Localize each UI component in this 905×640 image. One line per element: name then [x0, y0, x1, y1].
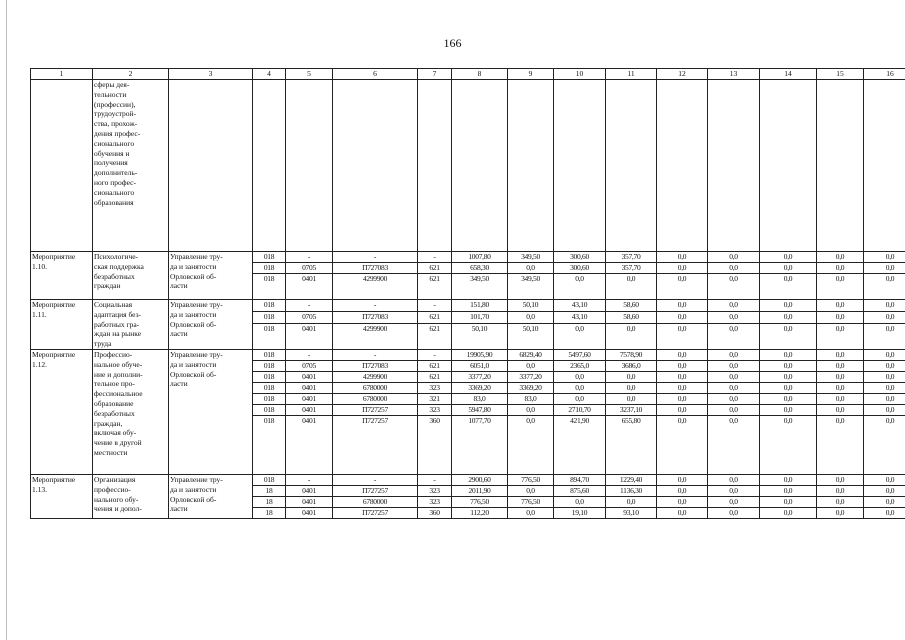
value-cell: 018 — [253, 274, 286, 300]
value-cell: 0,0 — [657, 371, 708, 382]
value-cell: 4299900 — [333, 323, 418, 349]
value-cell: 621 — [418, 360, 452, 371]
value-cell: 360 — [418, 415, 452, 474]
value-cell: 323 — [418, 496, 452, 507]
value-cell: 0,0 — [864, 323, 905, 349]
column-number-header: 14 — [760, 69, 817, 80]
value-cell: 0,0 — [864, 274, 905, 300]
value-cell: 018 — [253, 252, 286, 263]
value-cell: 0,0 — [760, 300, 817, 312]
value-cell: П727257 — [333, 415, 418, 474]
value-cell: 0,0 — [657, 311, 708, 323]
value-cell: 0705 — [286, 360, 333, 371]
value-cell: П727257 — [333, 507, 418, 518]
value-cell: - — [418, 349, 452, 360]
value-cell: 0,0 — [708, 393, 760, 404]
value-cell: 323 — [418, 382, 452, 393]
value-cell: 1007,80 — [452, 252, 508, 263]
value-cell: 0,0 — [864, 393, 905, 404]
value-cell: 0,0 — [760, 349, 817, 360]
value-cell: 0,0 — [864, 507, 905, 518]
value-cell: 0,0 — [817, 404, 864, 415]
value-cell: 0,0 — [606, 371, 657, 382]
description-cell: Психологиче- ская поддержка безработных граждан — [93, 252, 169, 300]
value-cell: 1077,70 — [452, 415, 508, 474]
value-cell: 0,0 — [817, 360, 864, 371]
value-cell: 0,0 — [708, 382, 760, 393]
value-cell: 6780000 — [333, 382, 418, 393]
value-cell: 0,0 — [817, 382, 864, 393]
value-cell: 0,0 — [864, 360, 905, 371]
value-cell: 18 — [253, 485, 286, 496]
value-cell: П727257 — [333, 404, 418, 415]
value-cell: - — [333, 474, 418, 485]
value-cell: 7578,90 — [606, 349, 657, 360]
value-cell: 50,10 — [452, 323, 508, 349]
value-cell: 0401 — [286, 485, 333, 496]
value-cell: П727083 — [333, 360, 418, 371]
value-cell: 018 — [253, 404, 286, 415]
value-cell: 0,0 — [657, 485, 708, 496]
value-cell: 0401 — [286, 507, 333, 518]
value-cell: 0,0 — [817, 393, 864, 404]
value-cell: 357,70 — [606, 263, 657, 274]
value-cell: 0,0 — [554, 393, 606, 404]
value-cell: 018 — [253, 300, 286, 312]
value-cell: 0,0 — [606, 393, 657, 404]
value-cell: 0,0 — [657, 349, 708, 360]
value-cell: 6829,40 — [508, 349, 554, 360]
value-cell: 0,0 — [508, 360, 554, 371]
value-cell: 0,0 — [760, 360, 817, 371]
value-cell: 101,70 — [452, 311, 508, 323]
value-cell: 112,20 — [452, 507, 508, 518]
value-cell: 621 — [418, 311, 452, 323]
value-cell: 349,50 — [452, 274, 508, 300]
value-cell: 018 — [253, 415, 286, 474]
value-cell: 621 — [418, 274, 452, 300]
value-cell: 360 — [418, 507, 452, 518]
column-number-header: 3 — [169, 69, 253, 80]
event-cell: Мероприятие 1.10. — [31, 252, 93, 300]
value-cell: 357,70 — [606, 252, 657, 263]
value-cell: 0401 — [286, 323, 333, 349]
value-cell: 0,0 — [657, 300, 708, 312]
value-cell: 018 — [253, 349, 286, 360]
value-cell: 018 — [253, 263, 286, 274]
value-cell: 0,0 — [760, 311, 817, 323]
column-number-header: 1 — [31, 69, 93, 80]
value-cell: 43,10 — [554, 311, 606, 323]
value-cell: - — [333, 349, 418, 360]
value-cell: 0,0 — [554, 496, 606, 507]
continuation-row — [31, 80, 905, 252]
value-cell: 6780000 — [333, 496, 418, 507]
column-number-header: 6 — [333, 69, 418, 80]
executor-cell: Управление тру- да и занятости Орловской об- ласти — [169, 300, 253, 350]
value-cell: 018 — [253, 474, 286, 485]
value-cell: 0,0 — [760, 263, 817, 274]
value-cell: 0,0 — [817, 349, 864, 360]
value-cell: - — [333, 252, 418, 263]
value-cell: 2011,90 — [452, 485, 508, 496]
value-cell: 0,0 — [708, 323, 760, 349]
value-cell: - — [286, 349, 333, 360]
event-cell: Мероприятие 1.12. — [31, 349, 93, 474]
value-cell: 300,60 — [554, 252, 606, 263]
value-cell: 621 — [418, 263, 452, 274]
value-cell: 0,0 — [708, 252, 760, 263]
value-cell: - — [286, 474, 333, 485]
value-cell: 0,0 — [817, 263, 864, 274]
column-number-header: 15 — [817, 69, 864, 80]
value-cell: 5947,80 — [452, 404, 508, 415]
value-cell: 1136,30 — [606, 485, 657, 496]
page-edge-line — [6, 0, 7, 640]
value-cell: 300,60 — [554, 263, 606, 274]
value-cell: 0,0 — [760, 496, 817, 507]
value-cell: 776,50 — [452, 496, 508, 507]
value-cell: 0,0 — [864, 311, 905, 323]
value-cell: 0,0 — [657, 252, 708, 263]
value-cell: 0,0 — [864, 382, 905, 393]
value-cell: 323 — [418, 404, 452, 415]
value-cell: П727083 — [333, 263, 418, 274]
description-cell: Организация профессио- нального обу- чения и допол- — [93, 474, 169, 518]
value-cell: 0,0 — [864, 485, 905, 496]
value-cell: 018 — [253, 323, 286, 349]
column-number-header: 4 — [253, 69, 286, 80]
value-cell: 0,0 — [864, 300, 905, 312]
value-cell: 0,0 — [508, 485, 554, 496]
value-cell: - — [286, 252, 333, 263]
table-row — [31, 252, 905, 263]
value-cell: 0,0 — [760, 507, 817, 518]
value-cell: 621 — [418, 323, 452, 349]
column-number-header: 9 — [508, 69, 554, 80]
value-cell: 0705 — [286, 311, 333, 323]
page-number: 166 — [443, 36, 462, 50]
executor-cell: Управление тру- да и занятости Орловской об- ласти — [169, 349, 253, 474]
description-cell: Социальная адаптация без- работных гра- ждан на рынке труда — [93, 300, 169, 350]
event-cell — [31, 80, 93, 252]
value-cell: 0,0 — [606, 323, 657, 349]
column-number-row — [31, 69, 905, 80]
value-cell: 0,0 — [817, 300, 864, 312]
value-cell: 0,0 — [760, 274, 817, 300]
value-cell: 421,90 — [554, 415, 606, 474]
value-cell: 0,0 — [760, 415, 817, 474]
value-cell: 0,0 — [817, 485, 864, 496]
value-cell: 0,0 — [508, 415, 554, 474]
value-cell: 0,0 — [760, 371, 817, 382]
column-number-header: 7 — [418, 69, 452, 80]
value-cell: 018 — [253, 360, 286, 371]
value-cell: 43,10 — [554, 300, 606, 312]
column-number-header: 13 — [708, 69, 760, 80]
value-cell: 0401 — [286, 404, 333, 415]
value-cell: 83,0 — [452, 393, 508, 404]
description-cell: сферы дея- тельности (профессии), трудоустрой- ства, прохож- дения профес- сионального обучения и получения дополнитель- ного профес- сионального образования — [93, 80, 169, 252]
value-cell: 3686,0 — [606, 360, 657, 371]
value-cell: 0,0 — [817, 496, 864, 507]
value-cell: 349,50 — [508, 252, 554, 263]
value-cell: 0401 — [286, 496, 333, 507]
value-cell: 0,0 — [657, 360, 708, 371]
value-cell: 0,0 — [708, 474, 760, 485]
value-cell: 6051,0 — [452, 360, 508, 371]
value-cell: 349,50 — [508, 274, 554, 300]
value-cell: - — [333, 300, 418, 312]
column-number-header: 8 — [452, 69, 508, 80]
value-cell: 3377,20 — [508, 371, 554, 382]
value-cell: 18 — [253, 496, 286, 507]
value-cell: 0,0 — [657, 474, 708, 485]
budget-table — [30, 68, 905, 519]
value-cell: 0,0 — [708, 507, 760, 518]
value-cell: 658,30 — [452, 263, 508, 274]
value-cell: - — [418, 300, 452, 312]
value-cell: 3369,20 — [452, 382, 508, 393]
value-cell: 5497,60 — [554, 349, 606, 360]
value-cell: 0,0 — [657, 274, 708, 300]
value-cell: 0401 — [286, 371, 333, 382]
value-cell: 0,0 — [657, 496, 708, 507]
value-cell: 0,0 — [864, 404, 905, 415]
value-cell: 0,0 — [864, 415, 905, 474]
value-cell: 0,0 — [554, 323, 606, 349]
value-cell: 018 — [253, 393, 286, 404]
column-number-header: 16 — [864, 69, 905, 80]
value-cell: 0,0 — [817, 415, 864, 474]
value-cell: 0,0 — [817, 507, 864, 518]
value-cell: 0,0 — [817, 252, 864, 263]
column-number-header: 2 — [93, 69, 169, 80]
value-cell: 0,0 — [817, 311, 864, 323]
value-cell: 4299900 — [333, 371, 418, 382]
column-number-header: 12 — [657, 69, 708, 80]
value-cell: 0,0 — [606, 382, 657, 393]
value-cell: 2900,60 — [452, 474, 508, 485]
value-cell: 0,0 — [864, 252, 905, 263]
value-cell: 1229,40 — [606, 474, 657, 485]
value-cell: 0,0 — [760, 382, 817, 393]
value-cell: 776,50 — [508, 474, 554, 485]
value-cell: 0,0 — [817, 474, 864, 485]
value-cell: 0,0 — [864, 263, 905, 274]
value-cell: 0401 — [286, 393, 333, 404]
value-cell: - — [286, 300, 333, 312]
value-cell: 0,0 — [864, 371, 905, 382]
executor-cell: Управление тру- да и занятости Орловской об- ласти — [169, 474, 253, 518]
value-cell: 0,0 — [657, 507, 708, 518]
value-cell: 0,0 — [817, 274, 864, 300]
value-cell: 4299900 — [333, 274, 418, 300]
value-cell: 0401 — [286, 274, 333, 300]
value-cell: 321 — [418, 393, 452, 404]
value-cell: 0,0 — [760, 323, 817, 349]
value-cell: 0,0 — [508, 404, 554, 415]
value-cell: 018 — [253, 371, 286, 382]
value-cell: 19905,90 — [452, 349, 508, 360]
table-body — [31, 80, 905, 519]
value-cell: 0,0 — [554, 274, 606, 300]
value-cell: 0,0 — [708, 371, 760, 382]
value-cell: 776,50 — [508, 496, 554, 507]
value-cell: 2710,70 — [554, 404, 606, 415]
value-cell: 0,0 — [760, 393, 817, 404]
value-cell: 19,10 — [554, 507, 606, 518]
value-cell: 018 — [253, 311, 286, 323]
column-number-header: 10 — [554, 69, 606, 80]
value-cell: 3237,10 — [606, 404, 657, 415]
value-cell: 0,0 — [708, 263, 760, 274]
value-cell: 0,0 — [606, 274, 657, 300]
value-cell: 0,0 — [760, 485, 817, 496]
value-cell: 83,0 — [508, 393, 554, 404]
value-cell: 0,0 — [708, 274, 760, 300]
event-cell: Мероприятие 1.13. — [31, 474, 93, 518]
value-cell: 0,0 — [657, 415, 708, 474]
column-number-header: 11 — [606, 69, 657, 80]
value-cell: 0,0 — [508, 507, 554, 518]
value-cell: 0,0 — [760, 404, 817, 415]
value-cell: 50,10 — [508, 300, 554, 312]
value-cell: 3377,20 — [452, 371, 508, 382]
value-cell: 0,0 — [708, 300, 760, 312]
value-cell: 0,0 — [657, 263, 708, 274]
value-cell: 3369,20 — [508, 382, 554, 393]
value-cell: 0,0 — [657, 323, 708, 349]
value-cell: 621 — [418, 371, 452, 382]
description-cell: Профессио- нальное обуче- ние и дополни- тельное про- фессиональное образование безработных граждан, включая обу- чение в другой местности — [93, 349, 169, 474]
value-cell: 0,0 — [508, 263, 554, 274]
value-cell: 0,0 — [864, 349, 905, 360]
value-cell: 0,0 — [708, 311, 760, 323]
value-cell: 0,0 — [864, 474, 905, 485]
value-cell: 18 — [253, 507, 286, 518]
value-cell: 0,0 — [708, 485, 760, 496]
value-cell: 0705 — [286, 263, 333, 274]
value-cell: 0,0 — [864, 496, 905, 507]
value-cell: - — [418, 474, 452, 485]
table-row — [31, 300, 905, 312]
value-cell: 6780000 — [333, 393, 418, 404]
value-cell: 0,0 — [657, 382, 708, 393]
value-cell: 0,0 — [817, 323, 864, 349]
value-cell: 0,0 — [657, 393, 708, 404]
value-cell: 0,0 — [554, 382, 606, 393]
event-cell: Мероприятие 1.11. — [31, 300, 93, 350]
value-cell: 0,0 — [606, 496, 657, 507]
value-cell: 50,10 — [508, 323, 554, 349]
value-cell: 58,60 — [606, 311, 657, 323]
value-cell: П727257 — [333, 485, 418, 496]
column-number-header: 5 — [286, 69, 333, 80]
value-cell: 151,80 — [452, 300, 508, 312]
value-cell: 655,80 — [606, 415, 657, 474]
value-cell: 0,0 — [554, 371, 606, 382]
value-cell: 0,0 — [708, 404, 760, 415]
value-cell: 894,70 — [554, 474, 606, 485]
table-row — [31, 349, 905, 360]
value-cell: 0,0 — [508, 311, 554, 323]
value-cell: 0401 — [286, 415, 333, 474]
value-cell: 875,60 — [554, 485, 606, 496]
value-cell: 0401 — [286, 382, 333, 393]
value-cell: 93,10 — [606, 507, 657, 518]
value-cell: 0,0 — [817, 371, 864, 382]
value-cell: 0,0 — [760, 474, 817, 485]
value-cell: 0,0 — [708, 349, 760, 360]
value-cell: 58,60 — [606, 300, 657, 312]
value-cell: 2365,0 — [554, 360, 606, 371]
value-cell: 0,0 — [708, 360, 760, 371]
value-cell: 018 — [253, 382, 286, 393]
value-cell: 323 — [418, 485, 452, 496]
value-cell: 0,0 — [760, 252, 817, 263]
value-cell: П727083 — [333, 311, 418, 323]
value-cell: 0,0 — [708, 415, 760, 474]
value-cell: - — [418, 252, 452, 263]
value-cell: 0,0 — [708, 496, 760, 507]
executor-cell: Управление тру- да и занятости Орловской об- ласти — [169, 252, 253, 300]
value-cell: 0,0 — [657, 404, 708, 415]
table-row — [31, 474, 905, 485]
